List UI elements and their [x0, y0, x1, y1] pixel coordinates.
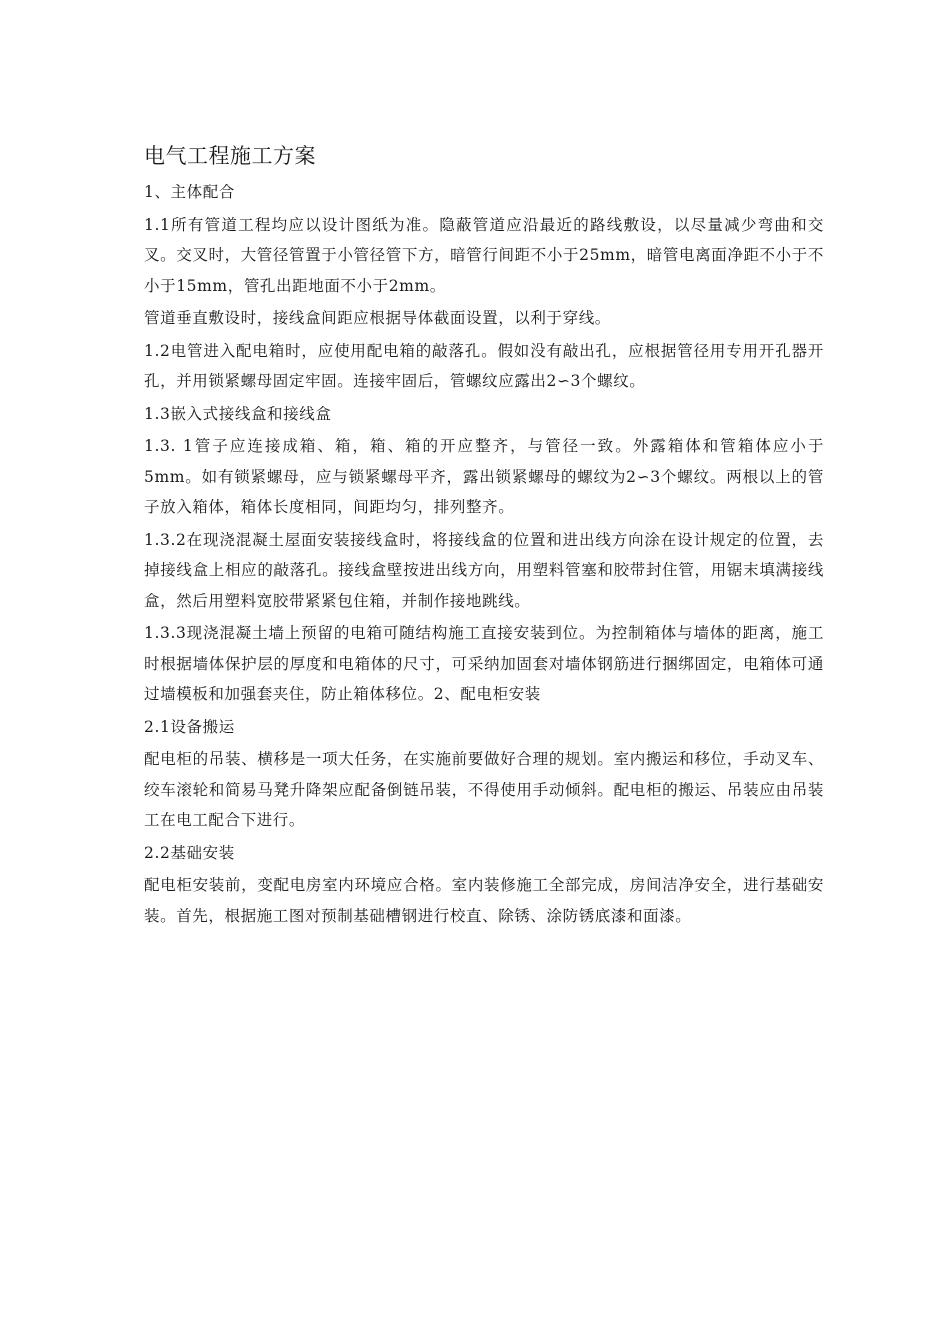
paragraph-vertical-pipes: 管道垂直敷设时，接线盒间距应根据导体截面设置，以利于穿线。 [144, 309, 611, 327]
document-body [144, 139, 824, 933]
section-heading-1: 1、主体配合 [144, 183, 235, 201]
paragraph-1-2: 1.2电管进入配电箱时，应使用配电箱的敲落孔。假如没有敲出孔，应根据管径用专用开孔器开孔，并用锁紧螺母固定牢固。连接牢固后，管螺纹应露出2∽3个螺纹。 [144, 341, 824, 390]
paragraph-2-1: 配电柜的吊装、横移是一项大任务，在实施前要做好合理的规划。室内搬运和移位，手动叉车、绞车滚轮和简易马凳升降架应配备倒链吊装，不得使用手动倾斜。配电柜的搬运、吊装应由吊装工在电工配合下进行。 [144, 750, 824, 829]
subheading-2-1: 2.1设备搬运 [144, 717, 235, 736]
document-title: 电气工程施工方案 [144, 144, 316, 168]
subheading-2-2: 2.2基础安装 [144, 843, 235, 862]
paragraph-1-3-2: 1.3.2在现浇混凝土屋面安装接线盒时，将接线盒的位置和进出线方向涂在设计规定的位置，去掉接线盒上相应的敲落孔。接线盒壁按进出线方向，用塑料管塞和胶带封住管，用锯末填满接线盒，然后用塑料宽胶带紧紧包住箱，并制作接地跳线。 [144, 530, 824, 610]
paragraph-2-2: 配电柜安装前，变配电房室内环境应合格。室内装修施工全部完成，房间洁净安全，进行基础安装。首先，根据施工图对预制基础槽钢进行校直、除锈、涂防锈底漆和面漆。 [144, 876, 824, 925]
paragraph-1-1: 1.1所有管道工程均应以设计图纸为准。隐蔽管道应沿最近的路线敷设，以尽量减少弯曲和交叉。交叉时，大管径管置于小管径管下方，暗管行间距不小于25mm，暗管电离面净距不小于不小于15mm，管孔出距地面不小于2mm。 [144, 215, 824, 295]
subheading-1-3: 1.3嵌入式接线盒和接线盒 [144, 404, 332, 423]
paragraph-1-3-3: 1.3.3现浇混凝土墙上预留的电箱可随结构施工直接安装到位。为控制箱体与墙体的距离，施工时根据墙体保护层的厚度和电箱体的尺寸，可采纳加固套对墙体钢筋进行捆绑固定，电箱体可通过墙模板和加强套夹住，防止箱体移位。2、配电柜安装 [144, 624, 824, 703]
paragraph-1-3-1: 1.3. 1管子应连接成箱、箱，箱、箱的开应整齐，与管径一致。外露箱体和管箱体应小于5mm。如有锁紧螺母，应与锁紧螺母平齐，露出锁紧螺母的螺纹为2∽3个螺纹。两根以上的管子放入箱体，箱体长度相同，间距均匀，排列整齐。 [144, 437, 824, 516]
